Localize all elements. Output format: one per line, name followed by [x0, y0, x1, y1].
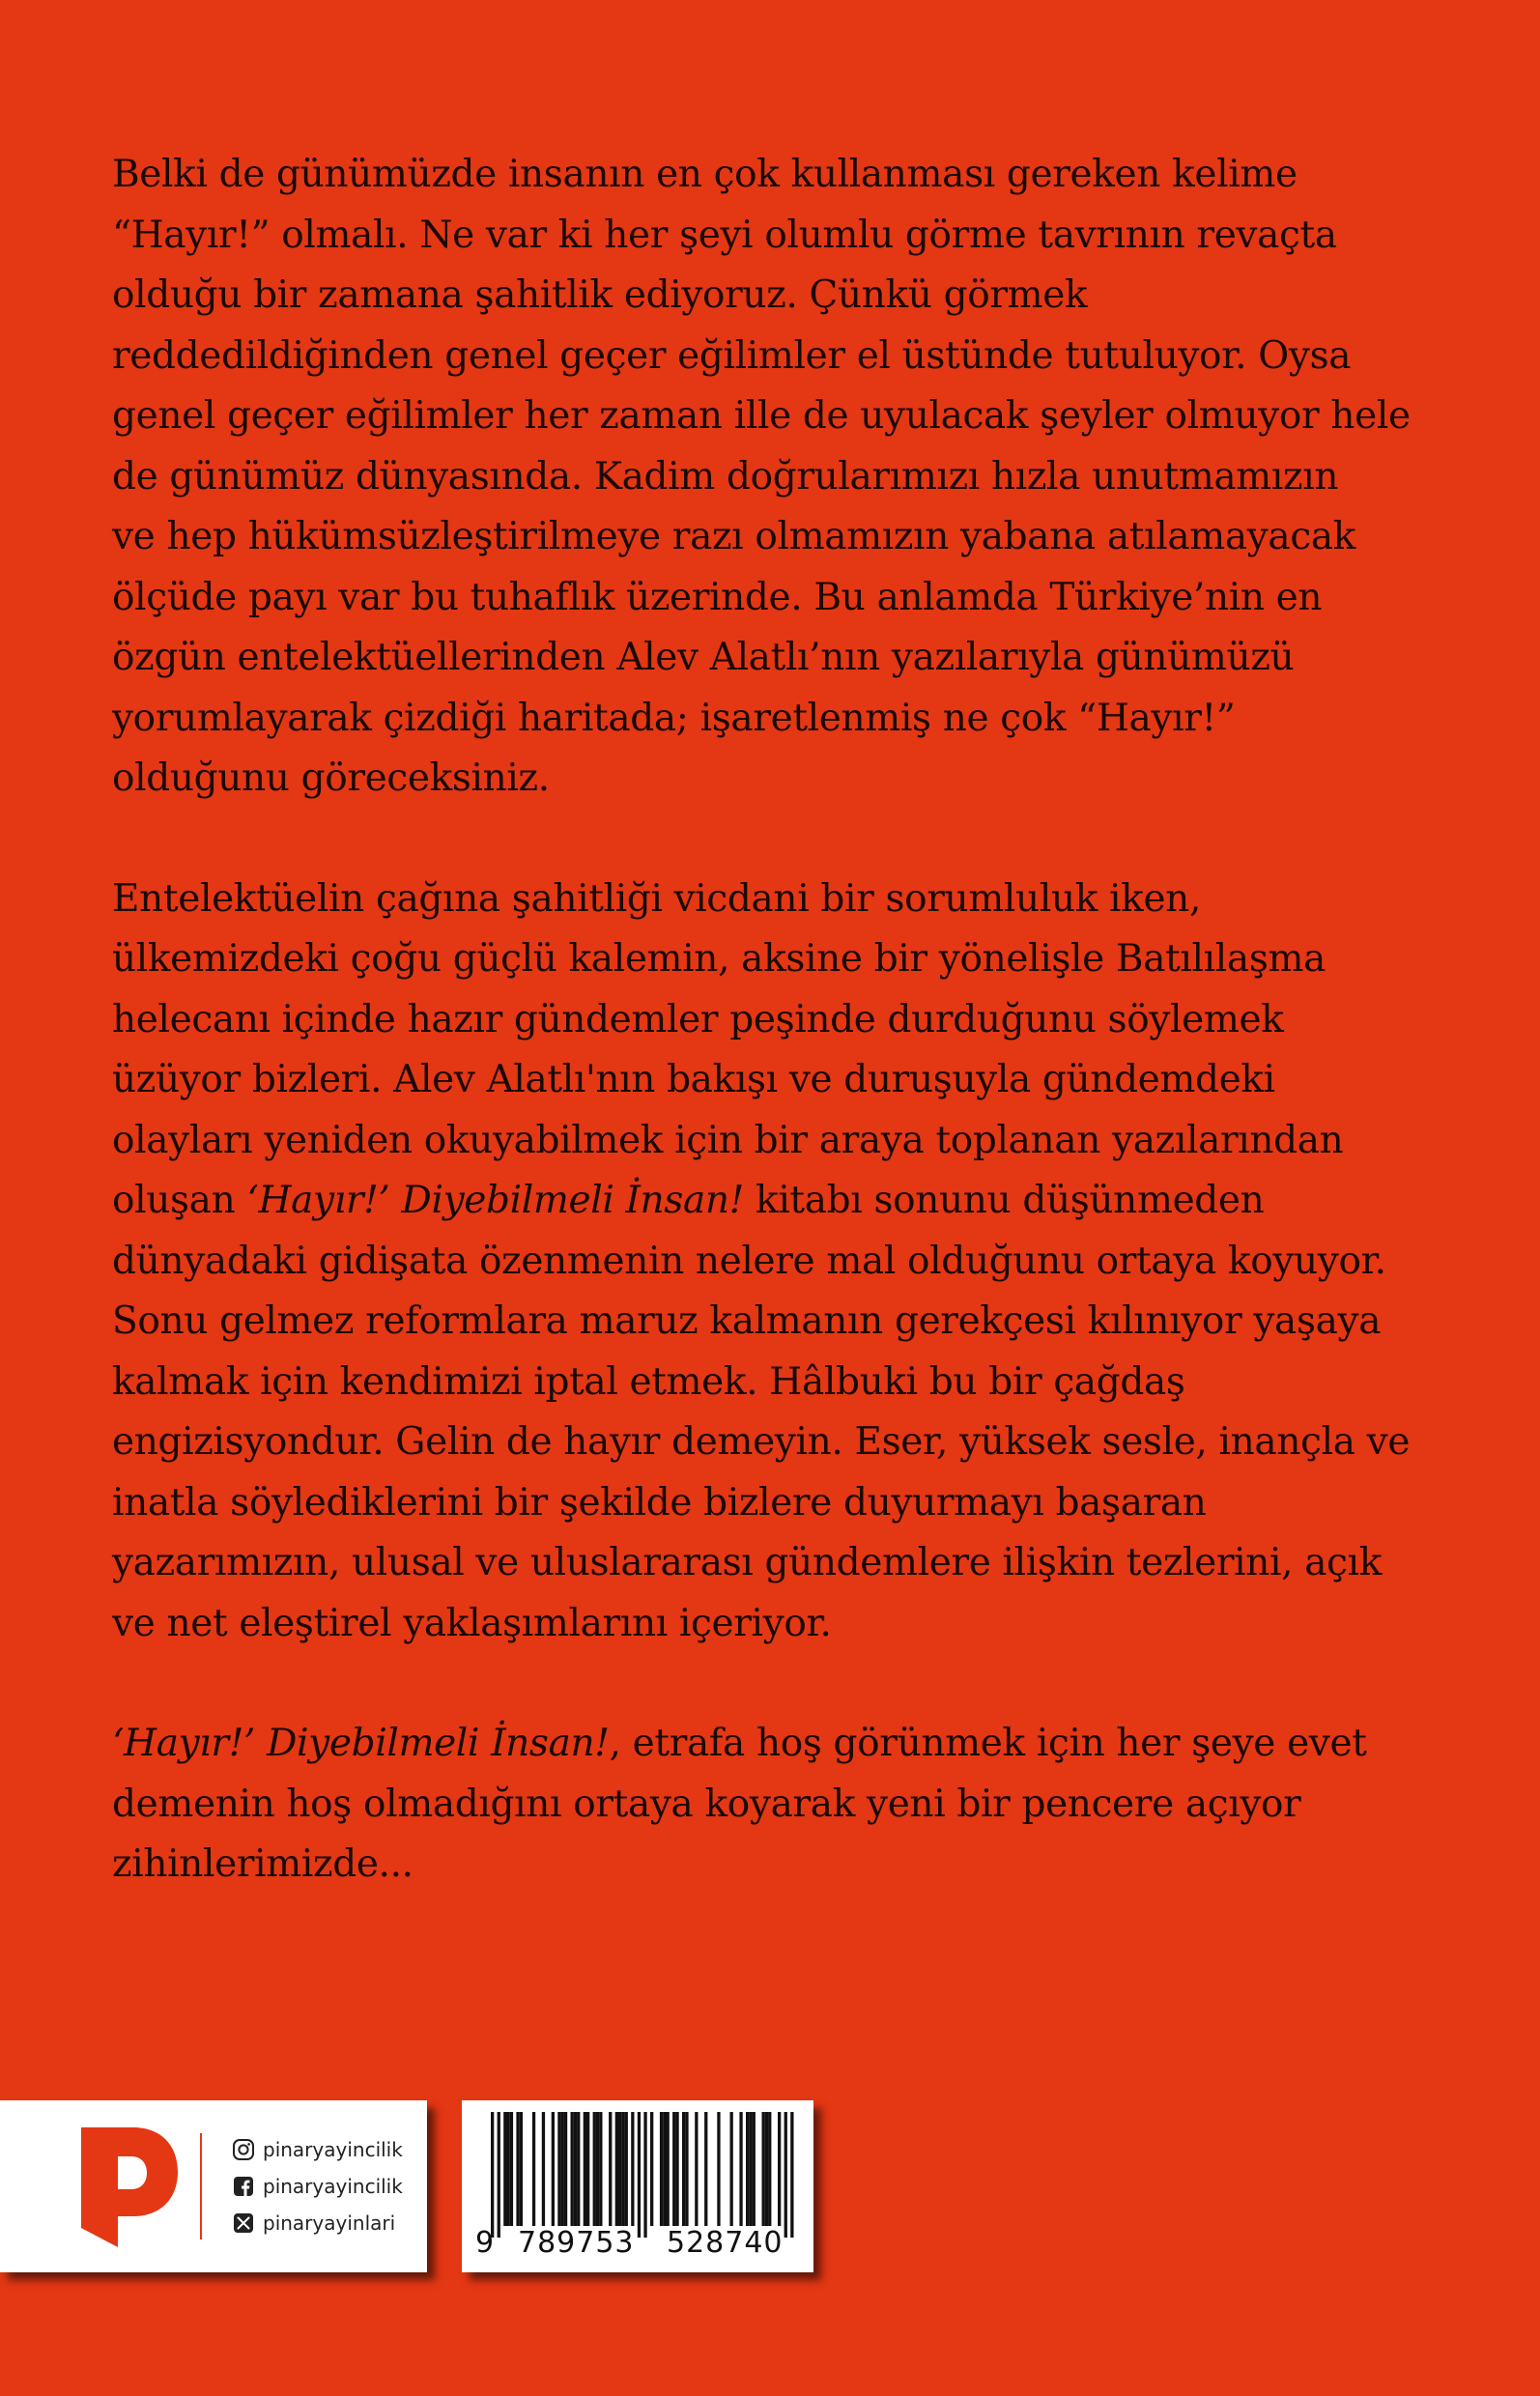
barcode-bar	[746, 2112, 749, 2226]
x-icon	[232, 2211, 255, 2235]
text-line: dünyadaki gidişata özenmenin nelere mal olduğunu ortaya koyuyor.	[112, 1239, 1386, 1283]
text-line: demenin hoş olmadığını ortaya koyarak yeni bir pencere açıyor	[112, 1782, 1301, 1826]
text-line: ve net eleştirel yaklaşımlarını içeriyor.	[112, 1601, 832, 1645]
isbn-digits	[462, 2226, 813, 2265]
book-title: ‘Hayır!’ Diyebilmeli İnsan!	[112, 1722, 610, 1765]
barcode-guard-bar	[784, 2112, 787, 2238]
barcode-bar	[672, 2112, 675, 2226]
text-line: ölçüde payı var bu tuhaflık üzerinde. Bu anlamda Türkiye’nin en	[112, 575, 1323, 619]
isbn-lead-digit: 9	[475, 2226, 495, 2260]
back-cover-description	[112, 145, 1411, 1896]
text-fragment: kitabı sonunu düşünmeden	[743, 1179, 1265, 1222]
text-line-with-title	[112, 1714, 1367, 1775]
text-line: olayları yeniden okuyabilmek için bir araya toplanan yazılarından	[112, 1118, 1344, 1162]
barcode-bar	[739, 2112, 742, 2226]
text-line: genel geçer eğilimler her zaman ille de uyulacak şeyler olmuyor hele	[112, 394, 1411, 438]
text-line: Belki de günümüzde insanın en çok kullanması gereken kelime	[112, 153, 1298, 196]
barcode-bar	[625, 2112, 628, 2226]
instagram-icon	[232, 2138, 255, 2161]
barcode-bar	[753, 2112, 756, 2226]
barcode-bar	[542, 2112, 545, 2226]
text-line: ve hep hükümsüzleştirilmeye razı olmamızın yabana atılamayacak	[112, 515, 1356, 558]
text-line: “Hayır!” olmalı. Ne var ki her şeyi olumlu görme tavrının revaçta	[112, 213, 1337, 257]
barcode-bar	[520, 2112, 523, 2226]
social-x[interactable]	[232, 2205, 403, 2241]
social-handle: pinaryayincilik	[263, 2138, 403, 2161]
barcode	[471, 2108, 804, 2243]
barcode-bar	[621, 2112, 624, 2226]
barcode-bar	[768, 2112, 771, 2226]
text-line: Entelektüelin çağına şahitliği vicdani bir sorumluluk iken,	[112, 876, 1201, 921]
barcode-bar	[564, 2112, 567, 2226]
text-fragment: oluşan	[112, 1179, 247, 1222]
text-line-with-title	[112, 1171, 1358, 1232]
barcode-bar	[675, 2112, 678, 2226]
barcode-bar	[561, 2112, 564, 2226]
social-links	[232, 2131, 403, 2241]
barcode-bar	[557, 2112, 560, 2226]
barcode-bar	[667, 2112, 670, 2226]
barcode-bar	[717, 2112, 720, 2226]
barcode-bar	[663, 2112, 666, 2226]
text-line: yazarımızın, ulusal ve uluslararası gündemlere ilişkin tezlerini, açık	[112, 1541, 1383, 1584]
barcode-bar	[615, 2112, 618, 2226]
barcode-bar	[778, 2112, 781, 2226]
text-line: reddedildiğinden genel geçer eğilimler el üstünde tutuluyor. Oysa	[112, 333, 1352, 378]
text-line: olduğunu göreceksiniz.	[112, 756, 550, 800]
barcode-guard-bar	[491, 2112, 494, 2238]
barcode-bar	[695, 2112, 698, 2226]
barcode-bar	[749, 2112, 752, 2226]
barcode-bar	[503, 2112, 506, 2226]
isbn-barcode-panel	[462, 2100, 813, 2272]
barcode-bar	[660, 2112, 663, 2226]
barcode-guard-bar	[643, 2112, 646, 2238]
social-facebook[interactable]	[232, 2168, 403, 2205]
text-line: zihinlerimizde...	[112, 1842, 414, 1886]
barcode-bar	[552, 2112, 555, 2226]
social-handle: pinaryayincilik	[263, 2175, 403, 2198]
text-line: kalmak için kendimizi iptal etmek. Hâlbuki bu bir çağdaş	[112, 1359, 1185, 1404]
text-line: engizisyondur. Gelin de hayır demeyin. Eser, yüksek sesle, inançla ve	[112, 1420, 1411, 1464]
book-title: ‘Hayır!’ Diyebilmeli İnsan!	[246, 1179, 744, 1222]
text-fragment: , etrafa hoş görünmek için her şeye evet	[609, 1722, 1367, 1765]
publisher-panel	[0, 2100, 427, 2272]
isbn-group-1: 789753	[518, 2226, 635, 2260]
barcode-bar	[507, 2112, 510, 2226]
barcode-bar	[584, 2112, 586, 2226]
text-line: inatla söylediklerini bir şekilde bizlere duyurmayı başaran	[112, 1480, 1207, 1525]
barcode-bar	[516, 2112, 519, 2226]
barcode-bar	[571, 2112, 574, 2226]
text-line: olduğu bir zamana şahitlik ediyoruz. Çünkü görmek	[112, 273, 1088, 317]
barcode-bar	[593, 2112, 596, 2226]
text-line: yorumlayarak çizdiği haritada; işaretlenmiş ne çok “Hayır!”	[112, 696, 1236, 740]
text-line: de günümüz dünyasında. Kadim doğrularımızı hızla unutmamızın	[112, 454, 1339, 499]
barcode-bar	[510, 2112, 513, 2226]
barcode-bar	[618, 2112, 621, 2226]
barcode-bar	[730, 2112, 733, 2226]
barcode-bar	[609, 2112, 612, 2226]
text-line: helecanı içinde hazır gündemler peşinde durduğunu söylemek	[112, 997, 1284, 1041]
barcode-bar	[682, 2112, 685, 2226]
social-handle: pinaryayinlari	[263, 2211, 396, 2235]
text-line: ülkemizdeki çoğu güçlü kalemin, aksine bir yönelişle Batılılaşma	[112, 937, 1326, 981]
isbn-group-2: 528740	[667, 2226, 784, 2260]
logo-divider	[200, 2133, 202, 2239]
barcode-bar	[586, 2112, 589, 2226]
publisher-logo	[77, 2127, 178, 2247]
text-line: özgün entelektüellerinden Alev Alatlı’nın yazılarıyla günümüzü	[112, 636, 1295, 679]
barcode-guard-bar	[638, 2112, 641, 2238]
barcode-bar	[762, 2112, 765, 2226]
text-line: Sonu gelmez reformlara maruz kalmanın gerekçesi kılınıyor yaşaya	[112, 1299, 1382, 1343]
barcode-bar	[685, 2112, 688, 2226]
text-line: üzüyor bizleri. Alev Alatlı'nın bakışı ve duruşuyla gündemdeki	[112, 1058, 1275, 1101]
facebook-icon	[232, 2175, 255, 2198]
social-instagram[interactable]	[232, 2131, 403, 2168]
barcode-bar	[574, 2112, 577, 2226]
barcode-bar	[577, 2112, 580, 2226]
barcode-bar	[765, 2112, 768, 2226]
barcode-guard-bar	[790, 2112, 793, 2238]
barcode-bar	[599, 2112, 602, 2226]
barcode-guard-bar	[498, 2112, 500, 2238]
barcode-bar	[596, 2112, 599, 2226]
barcode-bar	[532, 2112, 535, 2226]
barcode-bar	[704, 2112, 707, 2226]
barcode-bar	[631, 2112, 634, 2226]
barcode-bar	[650, 2112, 653, 2226]
